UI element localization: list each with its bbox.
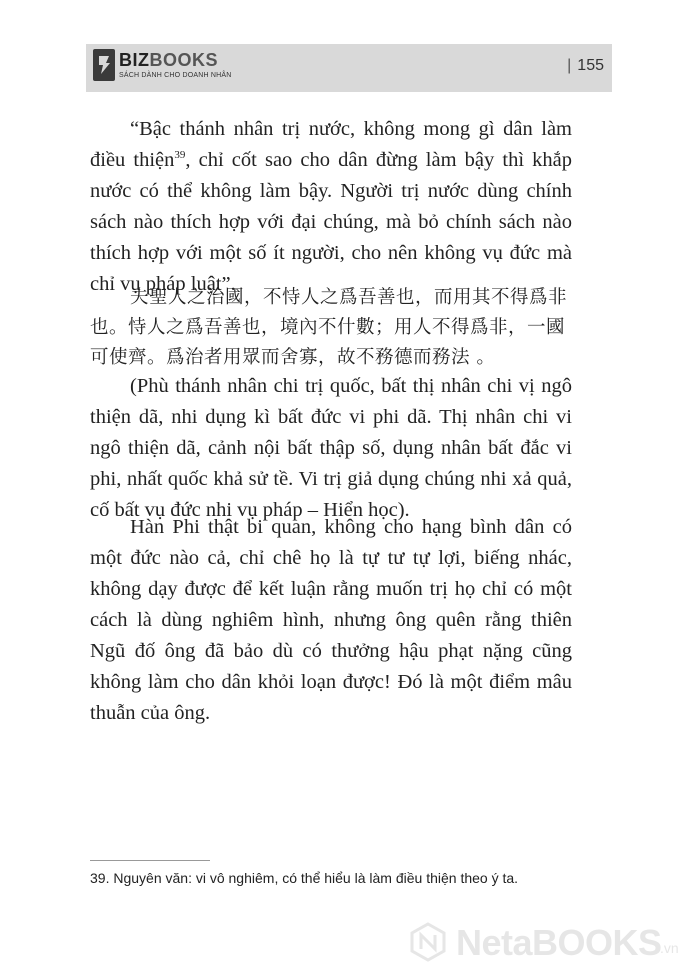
brand-logo-text: BIZBOOKS [119, 50, 219, 70]
footnote-39: 39. Nguyên văn: vi vô nghiêm, có thể hiểu là làm điều thiện theo ý ta. [90, 870, 519, 886]
chinese-original-paragraph: 夫聖人之治國，不恃人之爲吾善也，而用其不得爲非也。恃人之爲吾善也，境內不什數；用人不得爲非，一國可使齊。爲治者用眾而舍寡，故不務德而務法 。 [90, 287, 568, 368]
watermark-brand: NetaBOOKS [456, 922, 662, 963]
transliteration-paragraph: (Phù thánh nhân chi trị quốc, bất thị nhân chi vị ngô thiện dã, nhi dụng kì bất đức vi phi dã. Thị nhân chi vi ngô thiện dã, cảnh nội bất thập số, dụng nhân bất đắc vi phi, nhất quốc khả sử tề. Vi trị giả dụng chúng nhi xả quả, cố bất vụ đức nhi vụ pháp – Hiển học). [90, 375, 572, 521]
page-number: | 155 [567, 57, 604, 74]
brand-tagline: SÁCH DÀNH CHO DOANH NHÂN [119, 72, 232, 79]
quote-paragraph: “Bậc thánh nhân trị nước, không mong gì dân làm điều thiện$^{39}$, chỉ cốt sao cho dân đừng làm bậy thì khắp nước có thể không làm bậy. Người trị nước dùng chính sách nào thích hợp với đại chúng, mà bỏ chính sách nào thích hợp với một số ít người, cho nên không vụ đức mà chỉ vụ pháp luật”. [90, 118, 572, 295]
neta-logo-icon [408, 922, 448, 962]
footnote-divider [90, 860, 210, 861]
bizbooks-logo-icon [93, 49, 115, 81]
footnote-ref[interactable]: 39 [174, 149, 186, 162]
commentary-paragraph: Hàn Phi thật bi quan, không cho hạng bình dân có một đức nào cả, chỉ chê họ là tự tư tự lợi, biếng nhác, không dạy được để kết luận rằng muốn trị họ chỉ có một cách là dùng nghiêm hình, nhưng ông quên rằng thiên Ngũ đố ông đã bảo dù có thưởng hậu phạt nặng cũng không làm cho dân khỏi loạn được! Đó là một điểm mâu thuẫn của ông. [90, 516, 572, 724]
netabooks-watermark [408, 916, 688, 970]
watermark-suffix: .vn [660, 940, 679, 956]
